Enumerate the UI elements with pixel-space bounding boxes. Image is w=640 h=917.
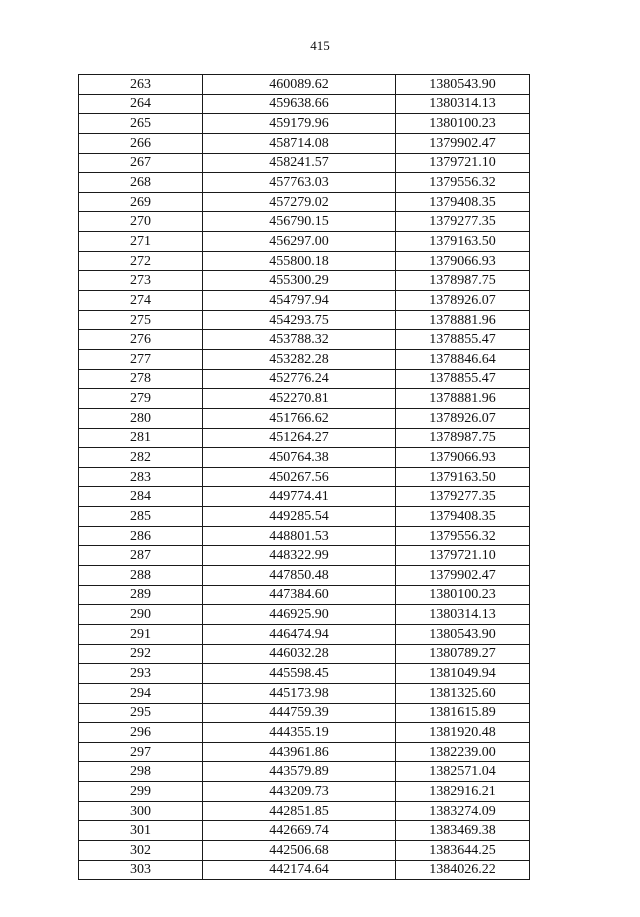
x-coordinate-cell: 458714.08: [203, 133, 396, 153]
point-number-cell: 300: [79, 801, 203, 821]
table-row: [79, 585, 530, 605]
table-row: [79, 664, 530, 684]
table-row: [79, 133, 530, 153]
y-coordinate-cell: 1379163.50: [396, 467, 530, 487]
y-coordinate-cell: 1379556.32: [396, 173, 530, 193]
point-number-cell: 293: [79, 664, 203, 684]
y-coordinate-cell: 1382916.21: [396, 782, 530, 802]
x-coordinate-cell: 442669.74: [203, 821, 396, 841]
x-coordinate-cell: 448801.53: [203, 526, 396, 546]
x-coordinate-cell: 447850.48: [203, 566, 396, 586]
point-number-cell: 274: [79, 291, 203, 311]
table-row: [79, 860, 530, 880]
table-row: [79, 507, 530, 527]
point-number-cell: 278: [79, 369, 203, 389]
table-row: [79, 782, 530, 802]
table-row: [79, 330, 530, 350]
x-coordinate-cell: 459638.66: [203, 94, 396, 114]
y-coordinate-cell: 1383644.25: [396, 840, 530, 860]
y-coordinate-cell: 1381920.48: [396, 723, 530, 743]
table-row: [79, 487, 530, 507]
y-coordinate-cell: 1383469.38: [396, 821, 530, 841]
table-row: [79, 75, 530, 95]
y-coordinate-cell: 1380789.27: [396, 644, 530, 664]
table-row: [79, 801, 530, 821]
point-number-cell: 284: [79, 487, 203, 507]
y-coordinate-cell: 1379163.50: [396, 232, 530, 252]
point-number-cell: 269: [79, 192, 203, 212]
x-coordinate-cell: 449285.54: [203, 507, 396, 527]
point-number-cell: 279: [79, 389, 203, 409]
table-row: [79, 114, 530, 134]
table-row: [79, 173, 530, 193]
point-number-cell: 280: [79, 408, 203, 428]
point-number-cell: 282: [79, 448, 203, 468]
table-row: [79, 369, 530, 389]
y-coordinate-cell: 1383274.09: [396, 801, 530, 821]
table-row: [79, 742, 530, 762]
y-coordinate-cell: 1379408.35: [396, 192, 530, 212]
point-number-cell: 275: [79, 310, 203, 330]
x-coordinate-cell: 457279.02: [203, 192, 396, 212]
y-coordinate-cell: 1379066.93: [396, 448, 530, 468]
x-coordinate-cell: 445598.45: [203, 664, 396, 684]
x-coordinate-cell: 460089.62: [203, 75, 396, 95]
x-coordinate-cell: 450764.38: [203, 448, 396, 468]
table-row: [79, 723, 530, 743]
y-coordinate-cell: 1379277.35: [396, 487, 530, 507]
table-row: [79, 762, 530, 782]
y-coordinate-cell: 1378846.64: [396, 349, 530, 369]
point-number-cell: 273: [79, 271, 203, 291]
table-row: [79, 467, 530, 487]
point-number-cell: 281: [79, 428, 203, 448]
point-number-cell: 295: [79, 703, 203, 723]
table-row: [79, 428, 530, 448]
table-row: [79, 232, 530, 252]
x-coordinate-cell: 454293.75: [203, 310, 396, 330]
point-number-cell: 290: [79, 605, 203, 625]
table-row: [79, 644, 530, 664]
y-coordinate-cell: 1381049.94: [396, 664, 530, 684]
y-coordinate-cell: 1379721.10: [396, 153, 530, 173]
table-row: [79, 349, 530, 369]
point-number-cell: 301: [79, 821, 203, 841]
x-coordinate-cell: 443961.86: [203, 742, 396, 762]
y-coordinate-cell: 1380543.90: [396, 624, 530, 644]
y-coordinate-cell: 1378881.96: [396, 310, 530, 330]
x-coordinate-cell: 455300.29: [203, 271, 396, 291]
x-coordinate-cell: 452270.81: [203, 389, 396, 409]
x-coordinate-cell: 456297.00: [203, 232, 396, 252]
table-row: [79, 526, 530, 546]
table-row: [79, 624, 530, 644]
y-coordinate-cell: 1380543.90: [396, 75, 530, 95]
point-number-cell: 298: [79, 762, 203, 782]
y-coordinate-cell: 1378855.47: [396, 330, 530, 350]
x-coordinate-cell: 447384.60: [203, 585, 396, 605]
table-row: [79, 683, 530, 703]
point-number-cell: 267: [79, 153, 203, 173]
point-number-cell: 268: [79, 173, 203, 193]
table-row: [79, 389, 530, 409]
table-row: [79, 546, 530, 566]
y-coordinate-cell: 1379066.93: [396, 251, 530, 271]
y-coordinate-cell: 1379721.10: [396, 546, 530, 566]
x-coordinate-cell: 453788.32: [203, 330, 396, 350]
table-row: [79, 153, 530, 173]
x-coordinate-cell: 448322.99: [203, 546, 396, 566]
x-coordinate-cell: 445173.98: [203, 683, 396, 703]
table-row: [79, 840, 530, 860]
point-number-cell: 272: [79, 251, 203, 271]
x-coordinate-cell: 443209.73: [203, 782, 396, 802]
point-number-cell: 294: [79, 683, 203, 703]
x-coordinate-cell: 454797.94: [203, 291, 396, 311]
y-coordinate-cell: 1379902.47: [396, 133, 530, 153]
y-coordinate-cell: 1378881.96: [396, 389, 530, 409]
table-row: [79, 821, 530, 841]
y-coordinate-cell: 1381325.60: [396, 683, 530, 703]
x-coordinate-cell: 446925.90: [203, 605, 396, 625]
point-number-cell: 271: [79, 232, 203, 252]
table-row: [79, 94, 530, 114]
y-coordinate-cell: 1380314.13: [396, 605, 530, 625]
x-coordinate-cell: 442851.85: [203, 801, 396, 821]
x-coordinate-cell: 459179.96: [203, 114, 396, 134]
point-number-cell: 276: [79, 330, 203, 350]
y-coordinate-cell: 1378987.75: [396, 271, 530, 291]
x-coordinate-cell: 456790.15: [203, 212, 396, 232]
point-number-cell: 266: [79, 133, 203, 153]
y-coordinate-cell: 1379408.35: [396, 507, 530, 527]
page-number: 415: [310, 38, 330, 53]
y-coordinate-cell: 1378987.75: [396, 428, 530, 448]
x-coordinate-cell: 442174.64: [203, 860, 396, 880]
point-number-cell: 299: [79, 782, 203, 802]
point-number-cell: 296: [79, 723, 203, 743]
point-number-cell: 287: [79, 546, 203, 566]
x-coordinate-cell: 444355.19: [203, 723, 396, 743]
x-coordinate-cell: 450267.56: [203, 467, 396, 487]
y-coordinate-cell: 1378926.07: [396, 408, 530, 428]
x-coordinate-cell: 446474.94: [203, 624, 396, 644]
x-coordinate-cell: 453282.28: [203, 349, 396, 369]
point-number-cell: 265: [79, 114, 203, 134]
y-coordinate-cell: 1380100.23: [396, 114, 530, 134]
coordinates-table: [78, 74, 530, 880]
y-coordinate-cell: 1379902.47: [396, 566, 530, 586]
point-number-cell: 288: [79, 566, 203, 586]
y-coordinate-cell: 1382239.00: [396, 742, 530, 762]
y-coordinate-cell: 1384026.22: [396, 860, 530, 880]
point-number-cell: 286: [79, 526, 203, 546]
y-coordinate-cell: 1380100.23: [396, 585, 530, 605]
point-number-cell: 289: [79, 585, 203, 605]
x-coordinate-cell: 455800.18: [203, 251, 396, 271]
table-row: [79, 408, 530, 428]
point-number-cell: 264: [79, 94, 203, 114]
x-coordinate-cell: 457763.03: [203, 173, 396, 193]
point-number-cell: 297: [79, 742, 203, 762]
table-row: [79, 291, 530, 311]
y-coordinate-cell: 1378926.07: [396, 291, 530, 311]
x-coordinate-cell: 449774.41: [203, 487, 396, 507]
table-row: [79, 310, 530, 330]
point-number-cell: 285: [79, 507, 203, 527]
table-row: [79, 448, 530, 468]
table-row: [79, 212, 530, 232]
x-coordinate-cell: 443579.89: [203, 762, 396, 782]
point-number-cell: 263: [79, 75, 203, 95]
point-number-cell: 303: [79, 860, 203, 880]
coordinates-table-body: [79, 75, 530, 880]
table-row: [79, 251, 530, 271]
y-coordinate-cell: 1380314.13: [396, 94, 530, 114]
table-row: [79, 192, 530, 212]
table-row: [79, 271, 530, 291]
x-coordinate-cell: 442506.68: [203, 840, 396, 860]
table-row: [79, 566, 530, 586]
table-row: [79, 605, 530, 625]
x-coordinate-cell: 451766.62: [203, 408, 396, 428]
x-coordinate-cell: 444759.39: [203, 703, 396, 723]
y-coordinate-cell: 1378855.47: [396, 369, 530, 389]
point-number-cell: 270: [79, 212, 203, 232]
x-coordinate-cell: 458241.57: [203, 153, 396, 173]
point-number-cell: 302: [79, 840, 203, 860]
y-coordinate-cell: 1379277.35: [396, 212, 530, 232]
point-number-cell: 283: [79, 467, 203, 487]
x-coordinate-cell: 446032.28: [203, 644, 396, 664]
point-number-cell: 291: [79, 624, 203, 644]
x-coordinate-cell: 451264.27: [203, 428, 396, 448]
y-coordinate-cell: 1379556.32: [396, 526, 530, 546]
y-coordinate-cell: 1382571.04: [396, 762, 530, 782]
point-number-cell: 292: [79, 644, 203, 664]
point-number-cell: 277: [79, 349, 203, 369]
y-coordinate-cell: 1381615.89: [396, 703, 530, 723]
x-coordinate-cell: 452776.24: [203, 369, 396, 389]
table-row: [79, 703, 530, 723]
